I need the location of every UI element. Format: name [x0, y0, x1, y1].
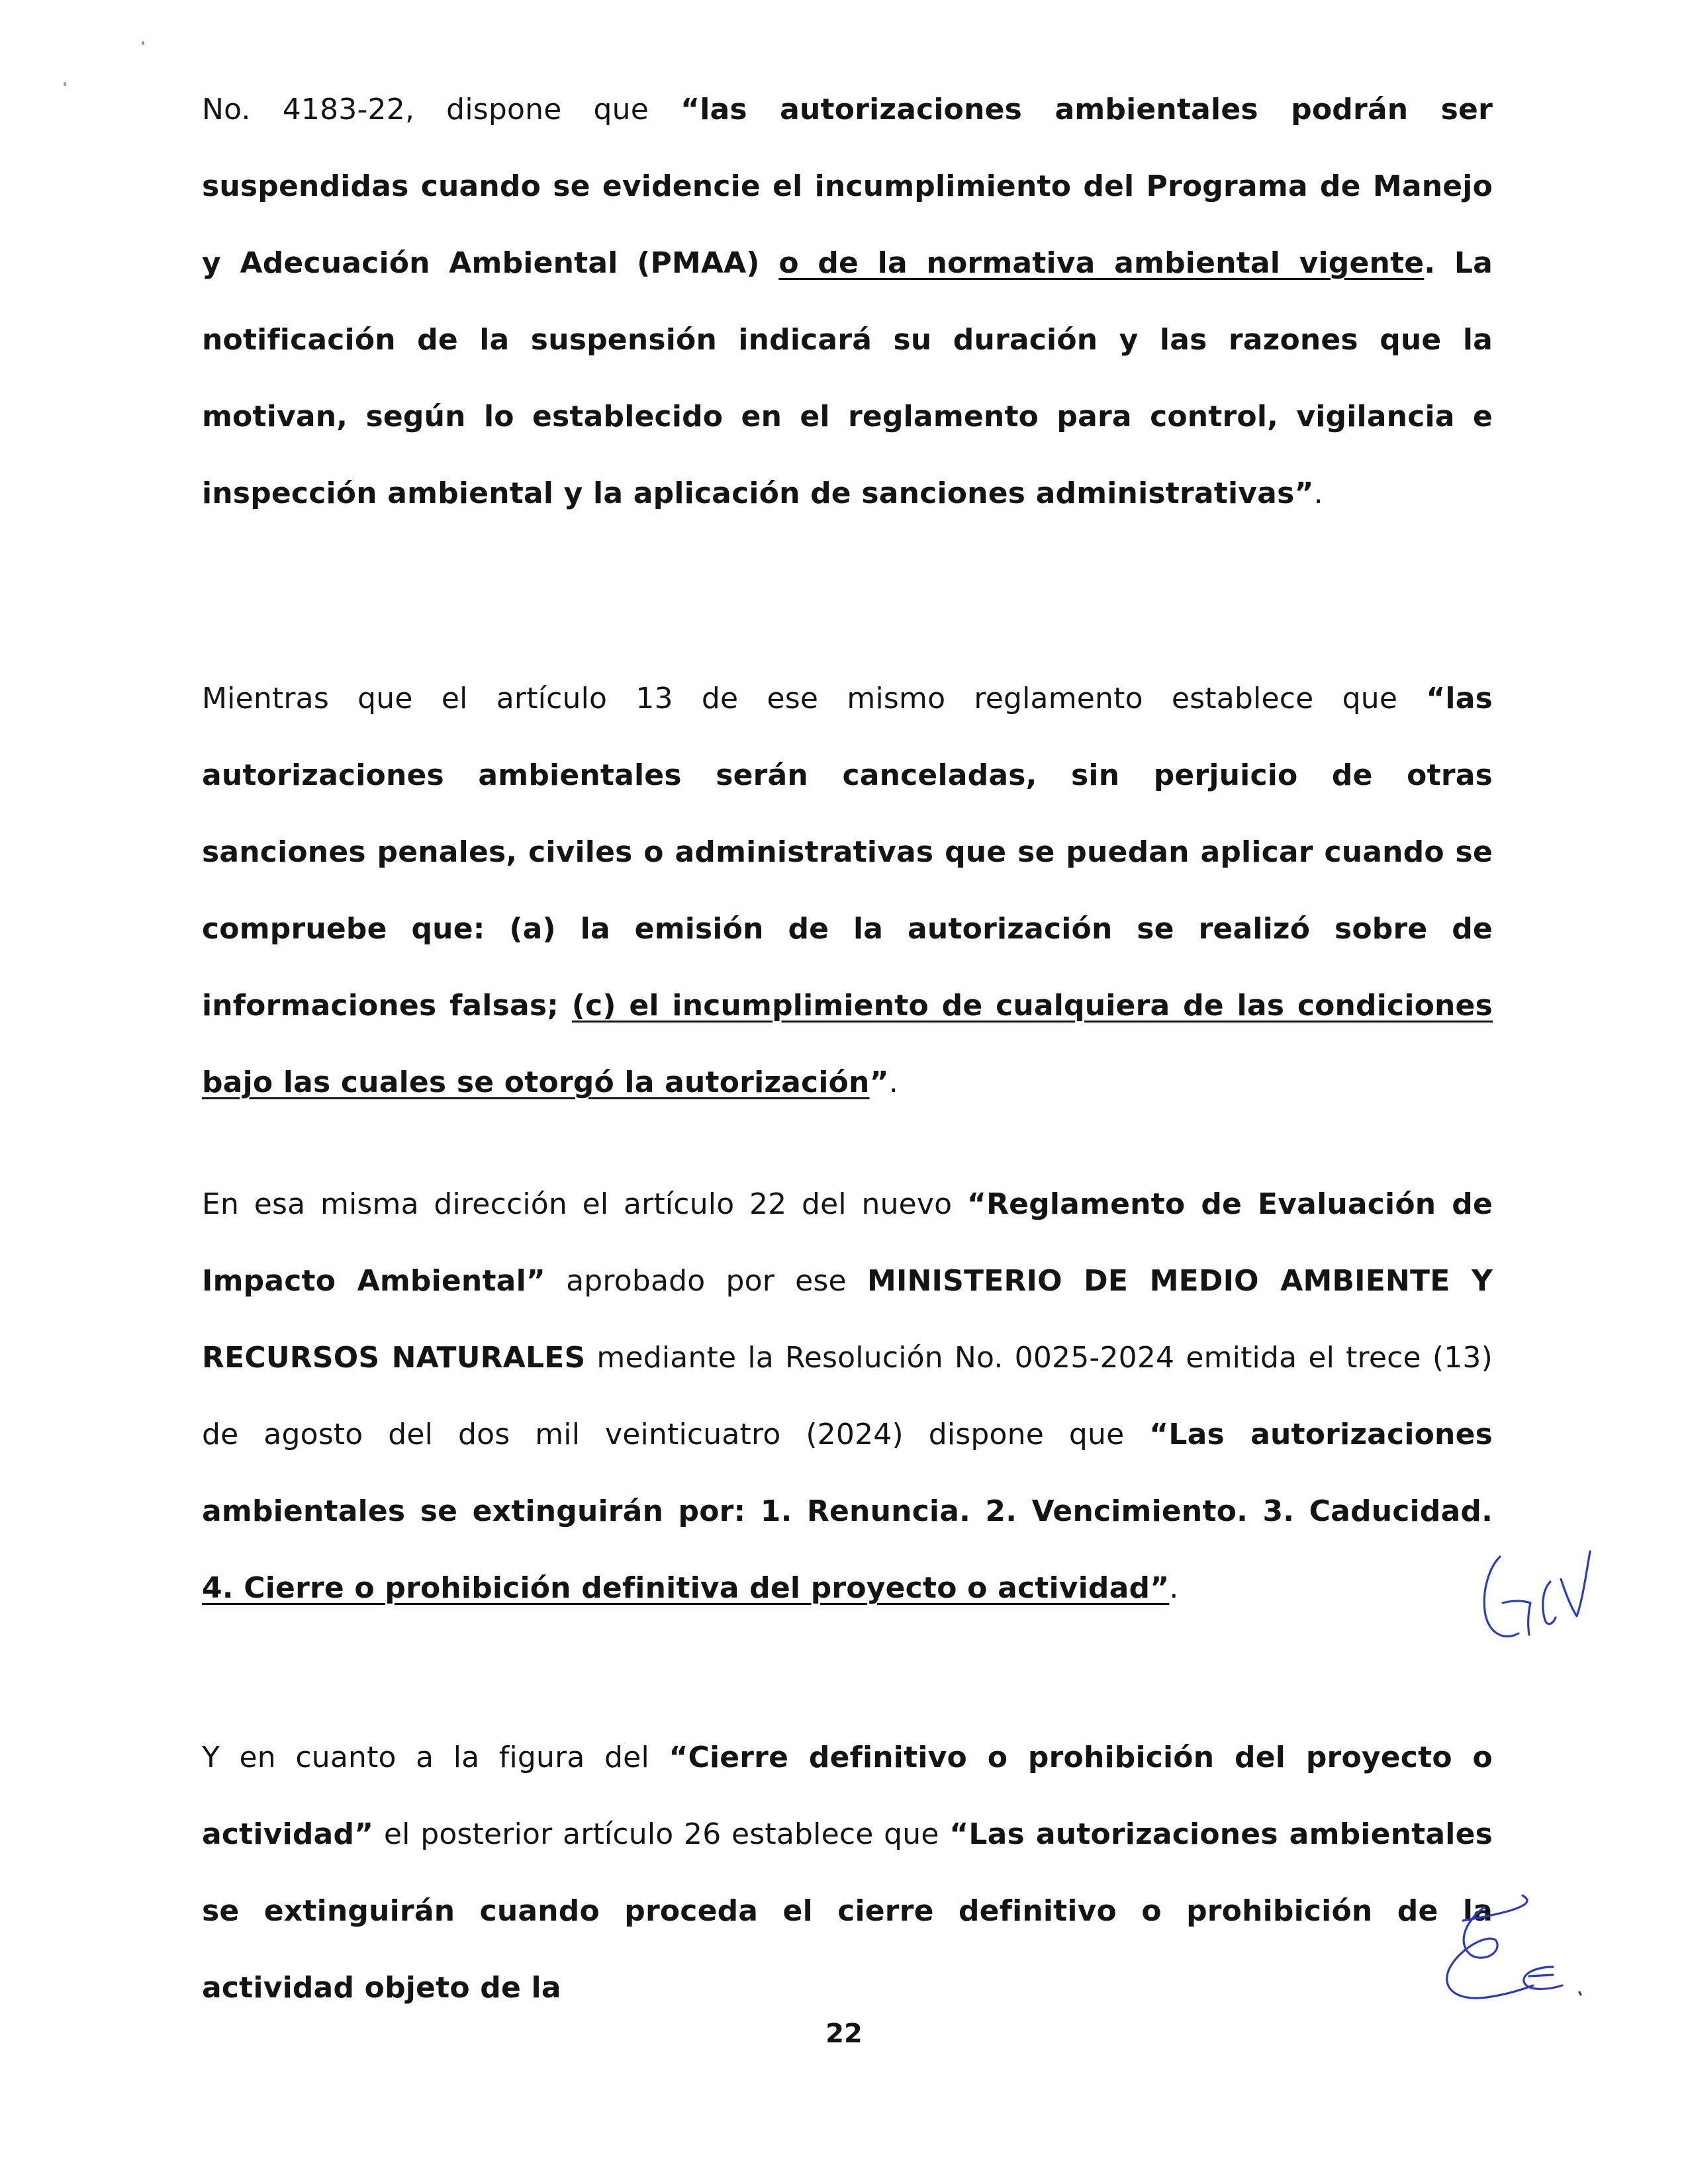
- underlined-text-run: 4. Cierre o prohibición definitiva del proyecto o actividad”: [202, 1571, 1170, 1605]
- text-run: Y en cuanto a la figura del: [202, 1741, 669, 1774]
- text-run: Mientras que el artículo 13 de ese mismo reglamento establece que: [202, 682, 1427, 715]
- signature-stroke: [1529, 1975, 1553, 1976]
- paragraph-suspension: [202, 71, 1493, 532]
- bold-text-run: “Reglamento de Evaluación de Impacto Ambiental”: [202, 1187, 1493, 1298]
- bold-text-run: “las autorizaciones ambientales serán canceladas, sin perjuicio de otras sanciones penales, civiles o administrativas que se puedan aplicar cuando se compruebe que: (a) la emisión de la autorización se realizó sobre de informaciones falsas;: [202, 682, 1493, 1023]
- paragraph-article-26: [202, 1719, 1493, 2026]
- signature-stroke: [1503, 1601, 1530, 1635]
- bold-text-run: “Las autorizaciones ambientales se extinguirán por: 1. Renuncia. 2. Vencimiento. 3. Caducidad.: [202, 1418, 1493, 1528]
- underlined-text-run: (c) el incumplimiento de cualquiera de las condiciones bajo las cuales se otorgó la autorización: [202, 989, 1493, 1099]
- scan-artifact-dot: [64, 82, 66, 86]
- text-run: No. 4183-22, dispone que: [202, 93, 681, 126]
- bold-text-run: . La notificación de la suspensión indicará su duración y las razones que la motivan, según lo establecido en el reglamento para control, vigilancia e inspección ambiental y la aplicación de sanciones administrativas”: [202, 246, 1493, 510]
- bold-text-run: MINISTERIO DE MEDIO AMBIENTE Y RECURSOS NATURALES: [202, 1264, 1493, 1375]
- text-run: En esa misma dirección el artículo 22 del nuevo: [202, 1187, 967, 1221]
- text-run: .: [1169, 1571, 1179, 1605]
- bold-text-run: ”: [869, 1066, 889, 1099]
- text-run: .: [888, 1066, 898, 1099]
- text-run: el posterior artículo 26 establece que: [373, 1817, 950, 1851]
- text-run: .: [1313, 477, 1323, 510]
- paragraph-article-22: [202, 1166, 1493, 1627]
- signature-stroke: [1484, 1557, 1519, 1637]
- scan-artifact-dot: [142, 41, 144, 45]
- bold-text-run: “Cierre definitivo o prohibición del proyecto o actividad”: [202, 1741, 1493, 1851]
- signature-stroke: [1579, 1992, 1581, 1995]
- signature-stroke: [1447, 1907, 1533, 1998]
- text-run: mediante la Resolución No. 0025-2024 emitida el trece (13) de agosto del dos mil veinticuatro (2024) dispone que: [202, 1341, 1493, 1451]
- signature-stroke: [1561, 1551, 1590, 1616]
- underlined-text-run: o de la normativa ambiental vigente: [778, 246, 1425, 280]
- signature-stroke: [1543, 1582, 1556, 1624]
- handwritten-initials: [1476, 1542, 1609, 1655]
- paragraph-article-13: [202, 660, 1493, 1121]
- bold-text-run: “Las autorizaciones ambientales se extinguirán cuando proceda el cierre definitivo o prohibición de la actividad objeto de la: [202, 1817, 1493, 2005]
- page-number: 22: [825, 2019, 863, 2049]
- bold-text-run: “las autorizaciones ambientales podrán ser suspendidas cuando se evidencie el incumplimiento del Programa de Manejo y Adecuación Ambiental (PMAA): [202, 93, 1493, 280]
- handwritten-initials: [1423, 1893, 1602, 2025]
- text-run: aprobado por ese: [545, 1264, 867, 1298]
